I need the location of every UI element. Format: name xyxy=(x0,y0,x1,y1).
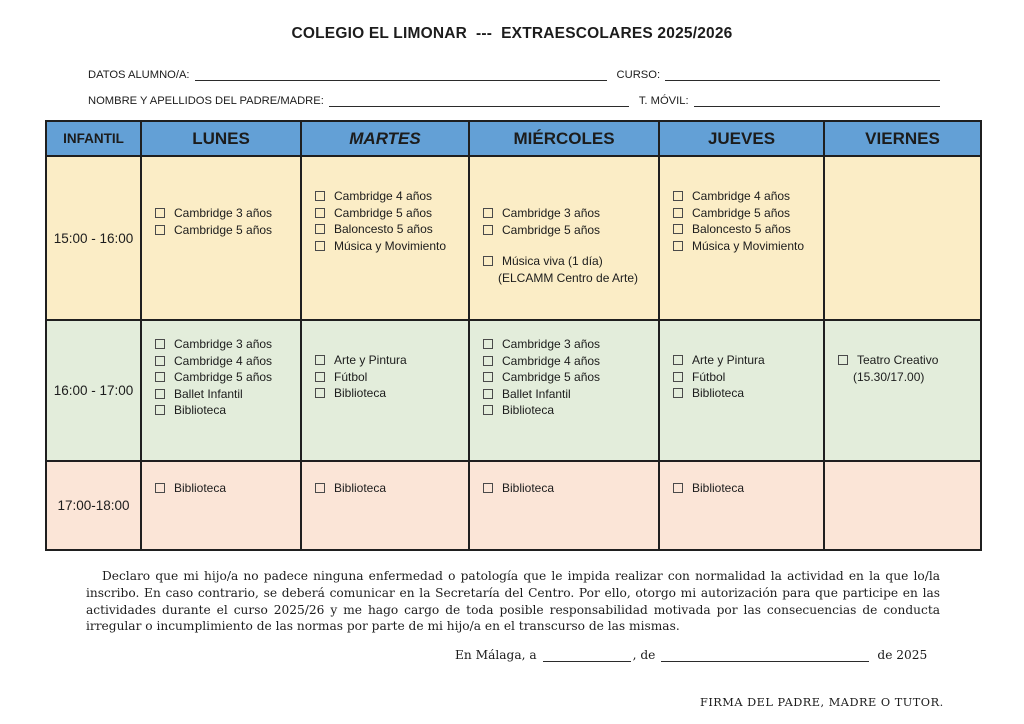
activity-option[interactable] xyxy=(673,205,819,222)
activity-option[interactable] xyxy=(315,352,464,369)
date-month-field[interactable] xyxy=(661,649,869,662)
activity-label: Cambridge 5 años xyxy=(334,205,433,220)
checkbox-icon[interactable] xyxy=(315,483,325,493)
header-viernes: VIERNES xyxy=(824,121,981,156)
checkbox-icon[interactable] xyxy=(673,355,683,365)
timeslot-row-17-18 xyxy=(46,461,981,550)
activity-option[interactable] xyxy=(673,188,819,205)
activity-label: Cambridge 5 años xyxy=(502,370,601,384)
activity-option[interactable] xyxy=(673,480,819,497)
checkbox-icon[interactable] xyxy=(483,225,493,235)
table-header-row xyxy=(46,121,981,156)
activity-option[interactable] xyxy=(673,352,819,369)
activity-label: Cambridge 3 años xyxy=(174,337,273,351)
student-data-section xyxy=(88,68,940,107)
movil-label: T. MÓVIL: xyxy=(638,95,689,107)
checkbox-icon[interactable] xyxy=(483,208,493,218)
activity-option[interactable] xyxy=(483,253,654,270)
checkbox-icon[interactable] xyxy=(315,241,325,251)
checkbox-icon[interactable] xyxy=(673,483,683,493)
activity-label: Baloncesto 5 años xyxy=(692,222,791,236)
activity-label: Biblioteca xyxy=(174,403,227,417)
cell-viernes-16 xyxy=(824,320,981,461)
cell-jueves-16 xyxy=(659,320,824,461)
curso-label: CURSO: xyxy=(616,69,661,81)
checkbox-icon[interactable] xyxy=(483,256,493,266)
activity-label: Biblioteca xyxy=(692,481,745,495)
cell-viernes-17 xyxy=(824,461,981,550)
activity-label: Ballet Infantil xyxy=(502,386,571,401)
checkbox-icon[interactable] xyxy=(315,224,325,234)
activity-option[interactable] xyxy=(155,480,296,497)
checkbox-icon[interactable] xyxy=(673,372,683,382)
checkbox-icon[interactable] xyxy=(155,405,165,415)
activity-label: Cambridge 3 años xyxy=(502,337,601,351)
cell-miercoles-17 xyxy=(469,461,659,550)
activity-option[interactable] xyxy=(315,238,464,255)
checkbox-icon[interactable] xyxy=(155,339,165,349)
activity-option[interactable] xyxy=(673,221,819,238)
activity-label: Biblioteca xyxy=(174,481,227,495)
activity-label: Arte y Pintura xyxy=(334,353,407,367)
activity-option[interactable] xyxy=(673,238,819,255)
activity-label: Biblioteca xyxy=(334,386,387,400)
checkbox-icon[interactable] xyxy=(673,208,683,218)
activity-label: Arte y Pintura xyxy=(692,353,765,367)
header-miercoles: MIÉRCOLES xyxy=(469,121,659,156)
activity-option[interactable] xyxy=(155,386,296,403)
timeslot-row-15-16 xyxy=(46,156,981,320)
datos-alumno-label: DATOS ALUMNO/A: xyxy=(88,69,190,81)
checkbox-icon[interactable] xyxy=(483,339,493,349)
activity-label: Baloncesto 5 años xyxy=(334,222,433,236)
cell-lunes-16 xyxy=(141,320,301,461)
header-martes: MARTES xyxy=(301,121,469,156)
activity-option[interactable] xyxy=(483,336,654,353)
page-title: COLEGIO EL LIMONAR --- EXTRAESCOLARES 2025/2026 xyxy=(291,25,733,42)
date-day-field[interactable] xyxy=(543,649,631,662)
activity-label: Música y Movimiento xyxy=(692,238,805,253)
cell-martes-16 xyxy=(301,320,469,461)
cell-jueves-17 xyxy=(659,461,824,550)
activity-label: Biblioteca xyxy=(692,386,745,400)
checkbox-icon[interactable] xyxy=(673,241,683,251)
time-label: 16:00 - 17:00 xyxy=(46,320,141,461)
parent-data-line xyxy=(88,94,940,107)
activity-label: Teatro Creativo xyxy=(857,353,939,367)
activity-option[interactable] xyxy=(155,402,296,419)
checkbox-icon[interactable] xyxy=(483,356,493,366)
activity-option[interactable] xyxy=(483,480,654,497)
activity-option[interactable] xyxy=(315,188,464,205)
activity-label: Cambridge 5 años xyxy=(502,222,601,237)
time-label: 17:00-18:00 xyxy=(46,461,141,550)
activity-option[interactable] xyxy=(155,353,296,370)
header-jueves: JUEVES xyxy=(659,121,824,156)
checkbox-icon[interactable] xyxy=(315,388,325,398)
date-mid: , de xyxy=(632,648,656,663)
checkbox-icon[interactable] xyxy=(483,405,493,415)
date-line xyxy=(455,648,1024,662)
activity-option[interactable] xyxy=(483,369,654,386)
activity-label: Música y Movimiento xyxy=(334,238,447,253)
curso-field[interactable] xyxy=(665,68,940,81)
checkbox-icon[interactable] xyxy=(315,355,325,365)
checkbox-icon[interactable] xyxy=(673,191,683,201)
activity-label: Cambridge 4 años xyxy=(334,189,433,203)
checkbox-icon[interactable] xyxy=(155,483,165,493)
checkbox-icon[interactable] xyxy=(155,372,165,382)
checkbox-icon[interactable] xyxy=(155,389,165,399)
cell-miercoles-16 xyxy=(469,320,659,461)
cell-viernes-15 xyxy=(824,156,981,320)
activity-label: Biblioteca xyxy=(502,403,555,417)
datos-alumno-field[interactable] xyxy=(195,68,607,81)
activity-label: Cambridge 5 años xyxy=(174,370,273,384)
activity-option[interactable] xyxy=(315,221,464,238)
activity-option[interactable] xyxy=(673,369,819,386)
activity-label: Fútbol xyxy=(692,369,726,384)
activity-option[interactable] xyxy=(483,205,654,222)
movil-field[interactable] xyxy=(694,94,940,107)
activity-label: Cambridge 4 años xyxy=(502,353,601,368)
activity-option[interactable] xyxy=(315,205,464,222)
activity-label: Cambridge 4 años xyxy=(174,353,273,368)
date-suffix: de 2025 xyxy=(877,648,928,663)
activity-label: Cambridge 5 años xyxy=(174,222,273,237)
cell-lunes-17 xyxy=(141,461,301,550)
cell-jueves-15 xyxy=(659,156,824,320)
activity-option[interactable] xyxy=(155,336,296,353)
activity-option[interactable] xyxy=(483,353,654,370)
checkbox-icon[interactable] xyxy=(838,355,848,365)
activity-option[interactable] xyxy=(483,222,654,239)
activity-sub-label: (ELCAMM Centro de Arte) xyxy=(498,270,639,285)
activity-label: Biblioteca xyxy=(334,481,387,495)
schedule-table xyxy=(45,120,982,551)
activity-option[interactable] xyxy=(315,369,464,386)
signature-label: FIRMA DEL PADRE, MADRE O TUTOR. xyxy=(700,696,944,710)
checkbox-icon[interactable] xyxy=(315,372,325,382)
checkbox-icon[interactable] xyxy=(483,372,493,382)
activity-option[interactable] xyxy=(315,480,464,497)
checkbox-icon[interactable] xyxy=(483,389,493,399)
activity-label: Cambridge 4 años xyxy=(692,189,791,203)
checkbox-icon[interactable] xyxy=(673,224,683,234)
activity-label: Fútbol xyxy=(334,369,368,384)
checkbox-icon[interactable] xyxy=(483,483,493,493)
activity-option[interactable] xyxy=(155,205,296,222)
activity-option[interactable] xyxy=(483,386,654,403)
checkbox-icon[interactable] xyxy=(155,225,165,235)
activity-label: Cambridge 5 años xyxy=(692,205,791,220)
activity-label: Biblioteca xyxy=(502,481,555,495)
cell-lunes-15 xyxy=(141,156,301,320)
time-label: 15:00 - 16:00 xyxy=(46,156,141,320)
timeslot-row-16-17 xyxy=(46,320,981,461)
checkbox-icon[interactable] xyxy=(673,388,683,398)
activity-option[interactable] xyxy=(838,352,976,369)
cell-miercoles-15 xyxy=(469,156,659,320)
activity-option[interactable] xyxy=(155,222,296,239)
cell-martes-15 xyxy=(301,156,469,320)
nombre-padre-label: NOMBRE Y APELLIDOS DEL PADRE/MADRE: xyxy=(88,95,324,107)
activity-label: Cambridge 3 años xyxy=(174,206,273,220)
activity-label: Cambridge 3 años xyxy=(502,206,601,220)
header-lunes: LUNES xyxy=(141,121,301,156)
activity-option[interactable] xyxy=(483,402,654,419)
activity-option[interactable] xyxy=(155,369,296,386)
nombre-padre-field[interactable] xyxy=(329,94,629,107)
activity-sub-label: (15.30/17.00) xyxy=(853,369,925,384)
checkbox-icon[interactable] xyxy=(155,356,165,366)
declaration-paragraph: Declaro que mi hijo/a no padece ninguna enfermedad o patología que le impida realizar con normalidad la actividad en la que lo/la inscribo. En caso contrario, se deberá comunicar en la Secretaría del Centro. Por ello, otorgo mi autorización para que participe en las actividades durante el curso 2025/26 y me hago cargo de toda posible responsabilidad motivada por las consecuencias de conducta irregular o incumplimiento de las normas por parte de mi hijo/a en el transcurso de las mismas. xyxy=(86,569,940,634)
activity-label: Ballet Infantil xyxy=(174,386,243,401)
header-infantil: INFANTIL xyxy=(46,121,141,156)
activity-label: Música viva (1 día) xyxy=(502,254,603,268)
activity-option[interactable] xyxy=(315,385,464,402)
student-data-line xyxy=(88,68,940,81)
checkbox-icon[interactable] xyxy=(315,208,325,218)
cell-martes-17 xyxy=(301,461,469,550)
checkbox-icon[interactable] xyxy=(315,191,325,201)
checkbox-icon[interactable] xyxy=(155,208,165,218)
date-prefix: En Málaga, a xyxy=(455,648,537,663)
activity-option[interactable] xyxy=(673,385,819,402)
